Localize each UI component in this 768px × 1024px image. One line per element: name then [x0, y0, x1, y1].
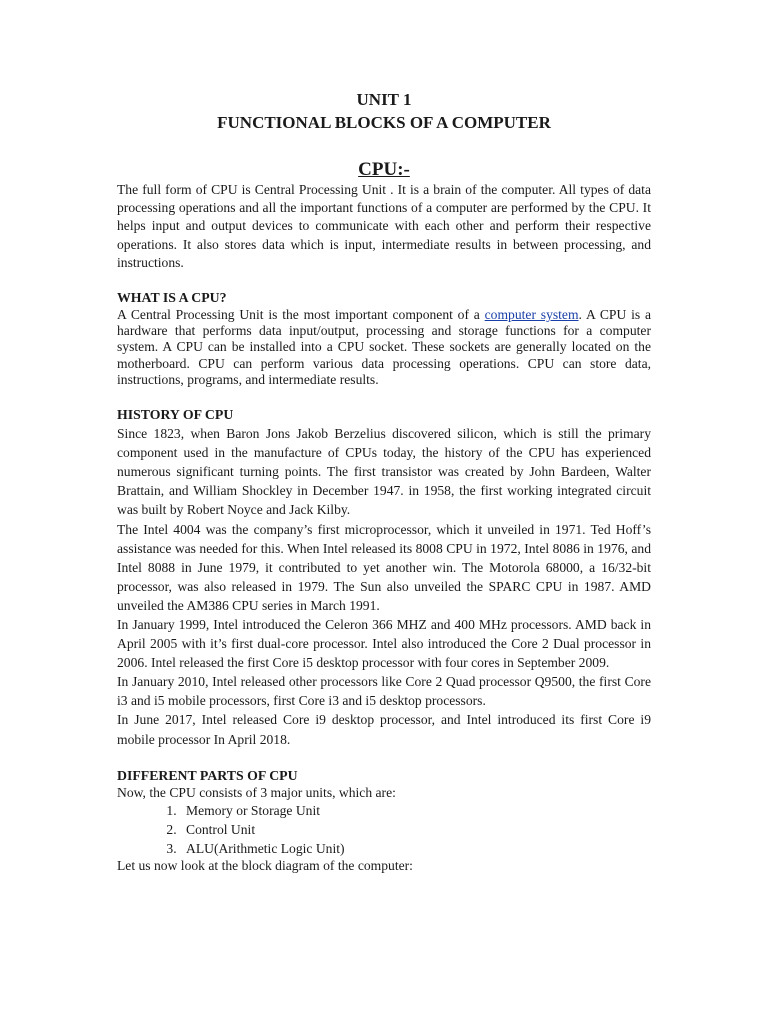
- history-heading: HISTORY OF CPU: [117, 407, 234, 423]
- cpu-heading: [117, 159, 651, 181]
- intro-paragraph: The full form of CPU is Central Processing Unit . It is a brain of the computer. All types of data processing operations and all the important functions of a computer are performed by the CPU. It helps input and output devices to communicate with each other and perform their respective operations. It also stores data which is input, intermediate results in between processing, and instructions.: [117, 182, 651, 270]
- what-is-cpu-text-before-link: A Central Processing Unit is the most important component of a: [117, 307, 485, 323]
- parts-outro: Let us now look at the block diagram of the computer:: [117, 858, 413, 874]
- history-paragraph: The Intel 4004 was the company’s first microprocessor, which it unveiled in 1971. Ted Hoff’s assistance was needed for this. When Intel released its 8008 CPU in 1972, Intel 8086 in 1976, and Intel 8088 in June 1979, it contributed to yet another win. The Motorola 68000, a 16/32-bit processor, was also released in 1979. The Sun also unveiled the SPARC CPU in 1987. AMD unveiled the AM386 CPU series in March 1991.: [117, 521, 651, 613]
- document-title: FUNCTIONAL BLOCKS OF A COMPUTER: [217, 113, 551, 132]
- what-is-cpu-paragraph: [117, 307, 651, 388]
- what-is-cpu-heading: WHAT IS A CPU?: [117, 290, 227, 306]
- history-paragraph: In January 2010, Intel released other processors like Core 2 Quad processor Q9500, the first Core i3 and i5 mobile processors, first Core i3 and i5 desktop processors.: [117, 674, 651, 709]
- computer-system-link[interactable]: computer system: [484, 307, 579, 323]
- unit-number: UNIT 1: [356, 90, 412, 109]
- cpu-parts-list: [117, 801, 651, 859]
- list-item: 2. Control Unit: [180, 820, 651, 839]
- parts-heading: DIFFERENT PARTS OF CPU: [117, 767, 298, 783]
- parts-intro: Now, the CPU consists of 3 major units, which are:: [117, 784, 396, 800]
- cpu-heading-text: CPU:-: [358, 159, 410, 180]
- what-is-cpu-text-after-link: . A CPU is a hardware that performs data input/output, processing and storage functions for a computer system. A CPU can be installed into a CPU socket. These sockets are generally located on the motherboard. CPU can perform various data processing operations. CPU can store data, instructions, programs, and intermediate results.: [117, 307, 651, 387]
- history-paragraph: Since 1823, when Baron Jons Jakob Berzelius discovered silicon, which is still the primary component used in the manufacture of CPUs today, the history of the CPU has experienced numerous significant turning points. The first transistor was created by John Bardeen, Walter Brattain, and William Shockley in December 1947. in 1958, the first working integrated circuit was built by Robert Noyce and Jack Kilby.: [117, 426, 651, 518]
- list-item: 1. Memory or Storage Unit: [180, 801, 651, 820]
- list-item: 3. ALU(Arithmetic Logic Unit): [180, 839, 651, 858]
- document-page: [117, 88, 651, 875]
- history-paragraph: In January 1999, Intel introduced the Celeron 366 MHZ and 400 MHz processors. AMD back in April 2005 with it’s first dual-core processor. Intel also introduced the Core 2 Dual processor in 2006. Intel released the first Core i5 desktop processor with four cores in September 2009.: [117, 616, 651, 671]
- history-paragraph: In June 2017, Intel released Core i9 desktop processor, and Intel introduced its first Core i9 mobile processor In April 2018.: [117, 712, 651, 747]
